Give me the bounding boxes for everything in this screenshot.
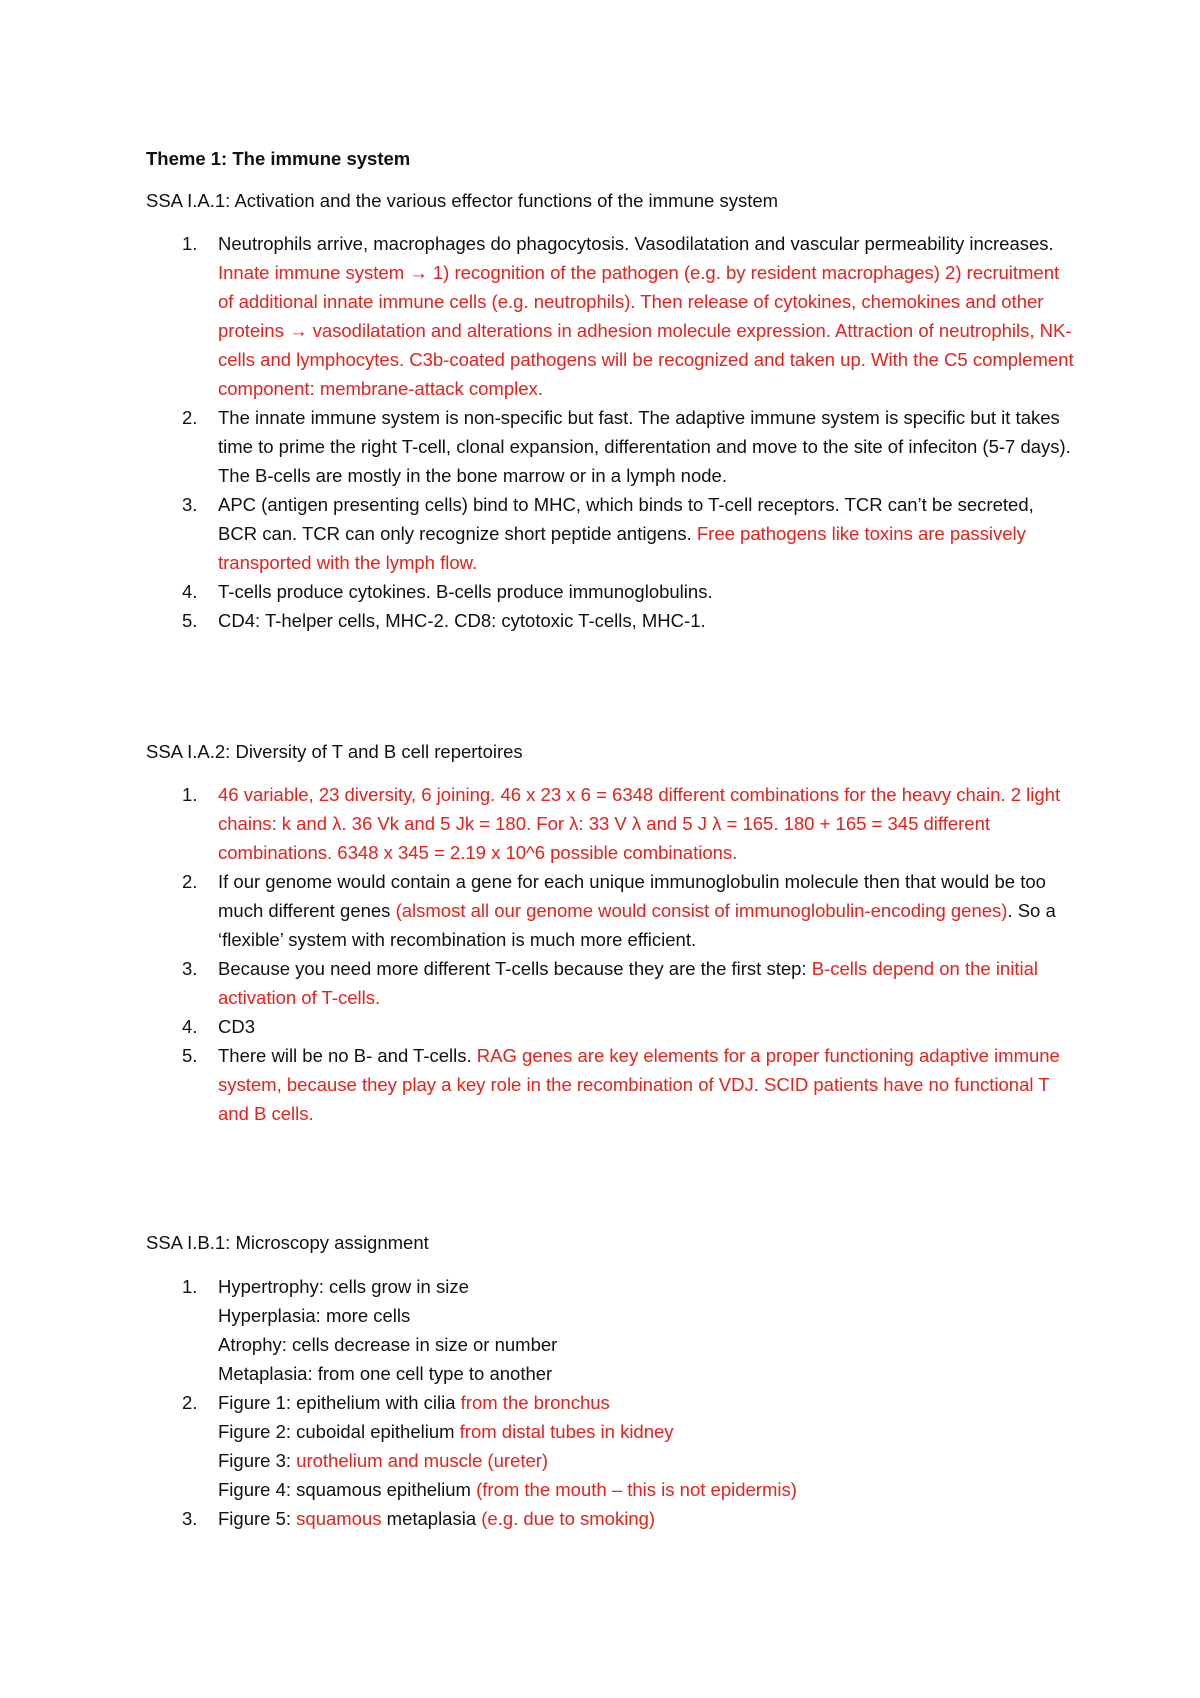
figure-label: Figure 5: xyxy=(218,1508,297,1529)
section-heading-ia2: SSA I.A.2: Diversity of T and B cell repertoires xyxy=(146,741,523,762)
document-title: Theme 1: The immune system xyxy=(146,148,411,169)
answer-correction: 46 variable, 23 diversity, 6 joining. 46 x 23 x 6 = 6348 different combinations for the heavy chain. 2 light chains: k and λ. 36 Vk and 5 Jk = 180. For λ: 33 V λ and 5 J λ = 165. 180 + 165 = 345 different combinations. 6348 x 345 = 2.19 x 10^6 possible combinations. xyxy=(218,784,1061,863)
item-number: 4. xyxy=(182,581,198,602)
item-number: 2. xyxy=(182,1392,198,1413)
item-number: 5. xyxy=(182,1045,198,1066)
item-number: 1. xyxy=(182,1276,198,1297)
figure-label: Figure 2: cuboidal epithelium xyxy=(218,1421,460,1442)
list-item xyxy=(146,1012,1076,1041)
item-number: 3. xyxy=(182,494,198,515)
list-item xyxy=(146,606,1076,635)
figure-label: metaplasia xyxy=(381,1508,482,1529)
list-item xyxy=(146,780,1076,867)
item-number: 4. xyxy=(182,1016,198,1037)
list-item xyxy=(146,1041,1076,1128)
item-number: 1. xyxy=(182,233,198,254)
figure-correction: squamous xyxy=(296,1508,382,1529)
figure-label: Figure 1: epithelium with cilia xyxy=(218,1392,461,1413)
answer-list-ia1 xyxy=(146,229,1076,635)
figure-correction: (e.g. due to smoking) xyxy=(481,1508,656,1529)
answer-correction: Free pathogens like toxins are passively transported with the lymph flow. xyxy=(218,523,1026,573)
list-item xyxy=(146,867,1076,954)
answer-text: . So a ‘flexible’ system with recombination is much more efficient. xyxy=(218,900,1056,950)
answer-correction: Innate immune system → 1) recognition of the pathogen (e.g. by resident macrophages) 2) recruitment of additional innate immune cells (e.g. neutrophils). Then release of cytokines, chemokines and other proteins → vasodilatation and alterations in adhesion molecule expression. Attraction of neutrophils, NK-cells and lymphocytes. C3b-coated pathogens will be recognized and taken up. With the C5 complement component: membrane-attack complex. xyxy=(218,262,1074,399)
figure-label: Figure 3: xyxy=(218,1450,297,1471)
answer-text: If our genome would contain a gene for each unique immunoglobulin molecule then that would be too much different genes xyxy=(218,871,1046,921)
figure-line xyxy=(218,1388,1076,1417)
figure-correction: from the bronchus xyxy=(460,1392,610,1413)
answer-text: APC (antigen presenting cells) bind to MHC, which binds to T-cell receptors. TCR can’t be secreted, BCR can. TCR can only recognize short peptide antigens. xyxy=(218,494,1034,544)
answer-list-ib1 xyxy=(146,1272,1076,1533)
figure-line xyxy=(218,1475,1076,1504)
answer-text: CD4: T-helper cells, MHC-2. CD8: cytotoxic T-cells, MHC-1. xyxy=(218,610,706,631)
section-heading-ib1: SSA I.B.1: Microscopy assignment xyxy=(146,1232,429,1253)
figure-correction: urothelium and muscle (ureter) xyxy=(296,1450,549,1471)
figure-correction: (from the mouth – this is not epidermis) xyxy=(476,1479,797,1500)
list-item xyxy=(146,954,1076,1012)
figure-correction: from distal tubes in kidney xyxy=(459,1421,674,1442)
list-item xyxy=(146,490,1076,577)
answer-text: Neutrophils arrive, macrophages do phagocytosis. Vasodilatation and vascular permeability increases. xyxy=(218,233,1054,254)
figure-line xyxy=(218,1417,1076,1446)
answer-text: T-cells produce cytokines. B-cells produce immunoglobulins. xyxy=(218,581,713,602)
list-item xyxy=(146,577,1076,606)
answer-text: There will be no B- and T-cells. xyxy=(218,1045,477,1066)
definition-line: Metaplasia: from one cell type to another xyxy=(218,1363,553,1384)
item-number: 1. xyxy=(182,784,198,805)
definition-line: Hypertrophy: cells grow in size xyxy=(218,1276,469,1297)
item-number: 5. xyxy=(182,610,198,631)
item-number: 2. xyxy=(182,871,198,892)
answer-text: The innate immune system is non-specific but fast. The adaptive immune system is specific but it takes time to prime the right T-cell, clonal expansion, differentation and move to the site of infeciton (5-7 days). The B-cells are mostly in the bone marrow or in a lymph node. xyxy=(218,407,1071,486)
figure-label: Figure 4: squamous epithelium xyxy=(218,1479,477,1500)
list-item xyxy=(146,1272,1076,1388)
definition-line: Atrophy: cells decrease in size or number xyxy=(218,1334,558,1355)
answer-text: CD3 xyxy=(218,1016,256,1037)
answer-correction: (alsmost all our genome would consist of immunoglobulin-encoding genes) xyxy=(395,900,1008,921)
list-item xyxy=(146,1504,1076,1533)
item-number: 3. xyxy=(182,958,198,979)
list-item xyxy=(146,403,1076,490)
answer-text: Because you need more different T-cells because they are the first step: xyxy=(218,958,812,979)
answer-correction: B-cells depend on the initial activation of T-cells. xyxy=(218,958,1038,1008)
item-number: 3. xyxy=(182,1508,198,1529)
list-item xyxy=(146,1388,1076,1504)
figure-line xyxy=(218,1446,1076,1475)
item-number: 2. xyxy=(182,407,198,428)
definition-line: Hyperplasia: more cells xyxy=(218,1305,411,1326)
list-item xyxy=(146,229,1076,403)
answer-list-ia2 xyxy=(146,780,1076,1128)
answer-correction: RAG genes are key elements for a proper functioning adaptive immune system, because they play a key role in the recombination of VDJ. SCID patients have no functional T and B cells. xyxy=(218,1045,1060,1124)
section-heading-ia1: SSA I.A.1: Activation and the various effector functions of the immune system xyxy=(146,190,779,211)
